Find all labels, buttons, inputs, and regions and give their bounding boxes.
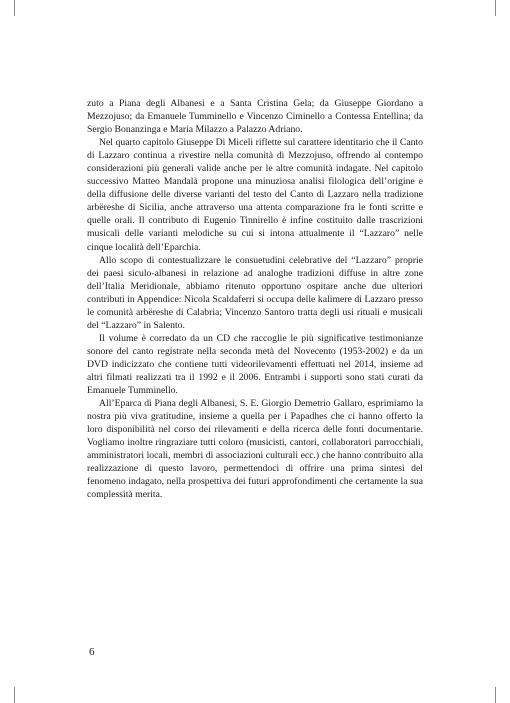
paragraph-2: Nel quarto capitolo Giuseppe Di Miceli riflette sul carattere identitario che il Canto di Lazzaro continua a rivestire nella comunità di Mezzojuso, offrendo al contempo considerazioni più generali valide anche per le altre comunità indagate. Nel capitolo successivo Matteo Mandalà propone una minuziosa analisi filologica dell’origine e della diffusione delle diverse varianti del testo del Canto di Lazzaro nella tradizione arbëreshe di Sicilia, anche attraverso una attenta comparazione fra le fonti scritte e quelle orali. Il contributo di Eugenio Tinnirello è infine costituito dalle trascrizioni musicali delle varianti melodiche su cui si intona attualmente il “Lazzaro” nelle cinque località dell’Eparchia. <box>87 137 423 253</box>
paragraph-5: All’Eparca di Piana degli Albanesi, S. E. Giorgio Demetrio Gallaro, esprimiamo la nostra più viva gratitudine, insieme a quella per i Papadhes che ci hanno offerto la loro disponibilità nel corso dei rilevamenti e della ricerca delle fonti documentarie. Vogliamo inoltre ringraziare tutti coloro (musicisti, cantori, collaboratori parrocchiali, amministratori locali, membri di associazioni culturali ecc.) che hanno contribuito alla realizzazione di questo lavoro, permettendoci di offrire una prima sintesi del fenomeno indagato, nella prospettiva dei futuri approfondimenti che certamente la sua complessità merita. <box>87 398 423 501</box>
page-number: 6 <box>89 646 95 658</box>
crop-mark-top-left <box>14 0 15 16</box>
body-text <box>87 97 423 501</box>
paragraph-3: Allo scopo di contestualizzare le consuetudini celebrative del “Lazzaro” proprie dei paesi siculo-albanesi in relazione ad analoghe tradizioni diffuse in altre zone dell’Italia Meridionale, abbiamo ritenuto opportuno ospitare anche due ulteriori contributi in Appendice: Nicola Scaldaferri si occupa delle kalimere di Lazzaro presso le comunità arbëreshe di Calabria; Vincenzo Santoro tratta degli usi rituali e musicali del “Lazzaro” in Salento. <box>87 254 423 331</box>
crop-mark-bottom-left <box>14 687 15 703</box>
crop-mark-top-right <box>495 0 496 16</box>
paragraph-1: zuto a Piana degli Albanesi e a Santa Cristina Gela; da Giuseppe Giordano a Mezzojuso; da Emanuele Tumminello e Vincenzo Ciminello a Contessa Entellina; da Sergio Bonanzinga e Maria Milazzo a Palazzo Adriano. <box>87 98 423 136</box>
paragraph-4: Il volume è corredato da un CD che raccoglie le più significative testimonianze sonore del canto registrate nella seconda metà del Novecento (1953-2002) e da un DVD indicizzato che contiene tutti videorilevamenti effettuati nel 2014, insieme ad altri filmati realizzati tra il 1992 e il 2006. Entrambi i supporti sono stati curati da Emanuele Tumminello. <box>87 332 423 397</box>
crop-mark-bottom-right <box>495 687 496 703</box>
